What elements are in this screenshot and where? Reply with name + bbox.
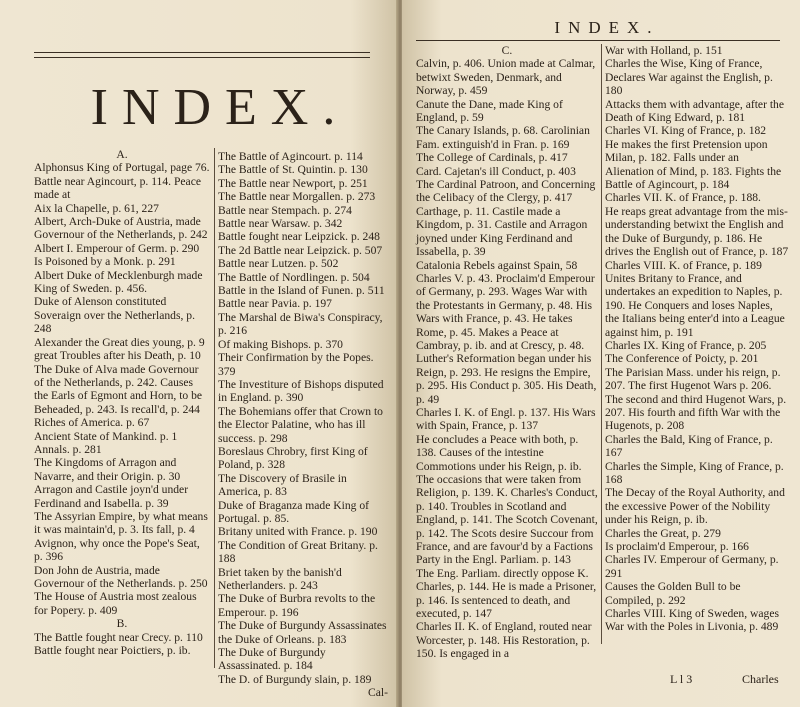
index-entry: Calvin, p. 406. Union made at Calmar, betwixt Sweden, Denmark, and Norway, p. 459	[416, 57, 596, 98]
index-entry: The Cardinal Patroon, and Concerning the Celibacy of the Clergy, p. 417	[416, 178, 596, 205]
index-entry: Britany united with France. p. 190	[218, 525, 378, 539]
index-entry: Of making Bishops. p. 370	[218, 337, 343, 351]
index-entry: Charles IV. Emperour of Germany, p. 291	[605, 553, 779, 580]
index-entry: Canute the Dane, made King of England, p. 59	[416, 97, 563, 125]
index-entry: Battle fought near Leipzick. p. 248	[218, 230, 380, 244]
index-entry: The Battle near Morgallen. p. 273	[218, 190, 376, 204]
top-rule-1	[34, 52, 370, 53]
index-entry: Duke of Alenson constituted Soveraign over the Netherlands, p. 248	[34, 295, 195, 336]
column-divider	[214, 148, 215, 668]
index-entry: great Troubles after his Death, p. 10	[34, 349, 201, 363]
index-entry: Aix la Chapelle, p. 61, 227	[34, 201, 159, 215]
index-entry: Battle fought near Poictiers, p. ib.	[34, 644, 191, 658]
index-entry: The Duke of Burbra revolts to the Emperour. p. 196	[218, 592, 376, 619]
top-rule-2	[34, 57, 370, 58]
index-entry: Charles VIII. King of Sweden, wages War with the Poles in Livonia, p. 489	[605, 607, 779, 634]
index-entry: The Duke of Alva made Governour of the Netherlands, p. 242. Causes the Earls of Egmont and Horn, to be Beheaded, p. 243. Is recall'd, p. 244	[34, 362, 203, 416]
index-entry: Riches of America. p. 67	[34, 416, 150, 430]
catchword: Cal-	[368, 686, 388, 700]
index-entry: The Bohemians offer that Crown to the Elector Palatine, who has ill success. p. 298	[218, 404, 383, 445]
index-entry: Duke of Braganza made King of Portugal. p. 85.	[218, 498, 369, 525]
index-entry: Causes the Golden Bull to be Compiled, p. 292	[605, 580, 741, 607]
index-entry: The Condition of Great Britany. p. 188	[218, 538, 378, 566]
right-page	[402, 0, 800, 707]
left-column-1	[34, 148, 210, 657]
index-entry: The Battle of Agincourt. p. 114	[218, 150, 363, 163]
index-entry: Charles II. K. of England, routed near Worcester, p. 148. His Restoration, p. 150. Is engaged in a	[416, 620, 592, 661]
page-title: INDEX.	[90, 79, 350, 136]
index-entry: Ancient State of Mankind. p. 1	[34, 429, 178, 443]
index-entry: The Eng. Parliam. directly oppose K. Charles, p. 144. He is made a Prisoner, p. 146. Is sentenced to death, and executed, p. 147	[416, 566, 597, 621]
index-entry: Charles VI. King of France, p. 182	[605, 124, 767, 138]
right-column-1	[416, 44, 598, 661]
index-entry: Charles IX. King of France, p. 205	[605, 338, 767, 352]
index-entry: Boreslaus Chrobry, first King of Poland, p. 328	[218, 444, 368, 472]
index-entry: A.	[116, 148, 128, 161]
index-entry: B.	[116, 617, 128, 631]
index-entry: The Conference of Poicty, p. 201	[605, 352, 759, 366]
index-entry: Charles the Great, p. 279	[605, 526, 721, 540]
index-entry: Alphonsus King of Portugal, page 76. Battle near Agincourt, p. 114. Peace made at	[34, 161, 210, 202]
index-entry: He makes the first Pretension upon Milan, p. 182. Falls under an Alienation of Mind, p. 183. Fights the Battle of Agincourt, p. 184	[605, 137, 782, 192]
index-entry: The D. of Burgundy slain, p. 189	[218, 672, 372, 686]
left-column-2	[218, 150, 388, 700]
index-entry: Briet taken by the banish'd Netherlanders. p. 243	[218, 565, 342, 592]
index-entry: The Duke of Burgundy Assassinated. p. 184	[218, 646, 326, 673]
index-entry: The Battle fought near Crecy. p. 110	[34, 630, 203, 644]
index-entry: Charles the Bald, King of France, p. 167	[605, 432, 773, 460]
index-entry: The Marshal de Biwa's Conspiracy, p. 216	[218, 310, 383, 338]
signature-mark: L l 3	[670, 672, 693, 686]
right-column-2	[605, 44, 789, 634]
index-entry: The Battle of Nordlingen. p. 504	[218, 270, 370, 284]
index-entry: Battle near Stempach. p. 274	[218, 203, 352, 217]
index-entry: The College of Cardinals, p. 417	[416, 151, 568, 165]
index-entry: The Duke of Burgundy Assassinates the Duke of Orleans. p. 183	[218, 619, 387, 646]
index-entry: Arragon and Castile joyn'd under Ferdinand and Isabella. p. 39	[34, 483, 189, 510]
index-entry: Unites Britany to France, and undertakes an expedition to Naples, p. 190. He Conquers and loses Naples, the Italians being enter'd into a League against him, p. 191	[605, 271, 785, 339]
index-entry: Charles V. p. 43. Proclaim'd Emperour of Germany, p. 293. Wages War with the Protestants in Germany, p. 48. His Wars with France, p. 43. He takes Rome, p. 45. Makes a Peace at Cambray, p. ib. and at Crescy, p. 48. Luther's Reformation began under his Reign, p. 293. He resigns the Empire, p. 295. His Conduct p. 305. His Death, p. 49	[416, 271, 597, 406]
index-entry: The Discovery of Brasile in America, p. 83	[218, 471, 347, 499]
index-entry: The House of Austria most zealous for Popery. p. 409	[34, 590, 197, 617]
index-entry: C.	[501, 44, 513, 57]
index-entry: Is Poisoned by a Monk. p. 291	[34, 255, 176, 269]
index-entry: Battle near Pavia. p. 197	[218, 297, 332, 311]
index-entry: Charles I. K. of Engl. p. 137. His Wars with Spain, France, p. 137	[416, 405, 596, 433]
index-entry: The Kingdoms of Arragon and Navarre, and their Origin. p. 30	[34, 456, 181, 483]
index-entry: Charles the Simple, King of France, p. 168	[605, 459, 784, 486]
column-divider	[601, 44, 602, 644]
index-entry: Battle in the Island of Funen. p. 511	[218, 284, 385, 298]
index-entry: Albert, Arch-Duke of Austria, made Governour of the Netherlands, p. 242	[34, 215, 208, 242]
left-page	[0, 0, 398, 707]
catchword: Charles	[742, 672, 779, 686]
index-entry: Catalonia Rebels against Spain, 58	[416, 258, 578, 272]
index-entry: Their Confirmation by the Popes. 379	[218, 351, 374, 378]
index-entry: War with Holland, p. 151	[605, 44, 723, 57]
index-entry: Battle near Lutzen. p. 502	[218, 257, 339, 271]
index-entry: Don John de Austria, made Governour of the Netherlands. p. 250	[34, 563, 208, 590]
index-entry: Annals. p. 281	[34, 442, 102, 456]
index-entry: He concludes a Peace with both, p. 138. Causes of the intestine Commotions under his Reign, p. ib. The occasions that were taken from Religion, p. 139. K. Charles's Conduct, p. 140. Troubles in Scotland and England, p. 141. The Scotch Covenant, p. 142. The Scots desire Succour from France, and are favour'd by a Factions Party in the Engl. Parliam. p. 143	[416, 432, 598, 567]
index-entry: Battle near Warsaw. p. 342	[218, 217, 343, 231]
index-entry: The Parisian Mass. under his reign, p. 207. The first Hugenot Wars p. 206. The second and third Hugenot Wars, p. 207. His fourth and fifth War with the Hugenots, p. 208	[605, 365, 787, 433]
index-entry: Card. Cajetan's ill Conduct, p. 403	[416, 164, 576, 178]
head-rule	[416, 40, 780, 41]
index-entry: The Assyrian Empire, by what means it was maintain'd, p. 3. Its fall, p. 4	[34, 509, 208, 537]
index-entry: The Battle near Newport, p. 251	[218, 176, 368, 190]
index-entry: Alexander the Great dies young, p. 9	[34, 335, 205, 349]
index-entry: Is proclaim'd Emperour, p. 166	[605, 540, 749, 554]
index-entry: The Investiture of Bishops disputed in England. p. 390	[218, 377, 384, 405]
running-head: INDEX.	[554, 18, 660, 37]
index-entry: Carthage, p. 11. Castile made a Kingdom, p. 31. Castile and Arragon joyned under King Ferdinand and Issabella, p. 39	[416, 204, 588, 259]
index-entry: The Canary Islands, p. 68. Carolinian Fam. extinguish'd in Fran. p. 169	[416, 124, 590, 151]
index-entry: Attacks them with advantage, after the Death of King Edward, p. 181	[605, 97, 784, 125]
index-entry: Avignon, why once the Pope's Seat, p. 396	[34, 536, 200, 564]
index-entry: The 2d Battle near Leipzick. p. 507	[218, 243, 383, 257]
index-entry: The Decay of the Royal Authority, and the excessive Power of the Nobility under his Reign, p. ib.	[605, 486, 785, 527]
index-entry: Charles the Wise, King of France, Declares War against the English, p. 180	[605, 57, 773, 98]
index-entry: Albert Duke of Mecklenburgh made King of Sweden. p. 456.	[34, 268, 203, 296]
index-entry: Charles VII. K. of France, p. 188.	[605, 191, 761, 205]
index-entry: Albert I. Emperour of Germ. p. 290	[34, 241, 200, 255]
index-entry: He reaps great advantage from the mis-understanding betwixt the English and the Duke of Burgundy, p. 186. He drives the English out of France, p. 187	[605, 204, 789, 259]
index-entry: The Battle of St. Quintin. p. 130	[218, 163, 368, 177]
index-entry: Charles VIII. K. of France, p. 189	[605, 258, 762, 272]
